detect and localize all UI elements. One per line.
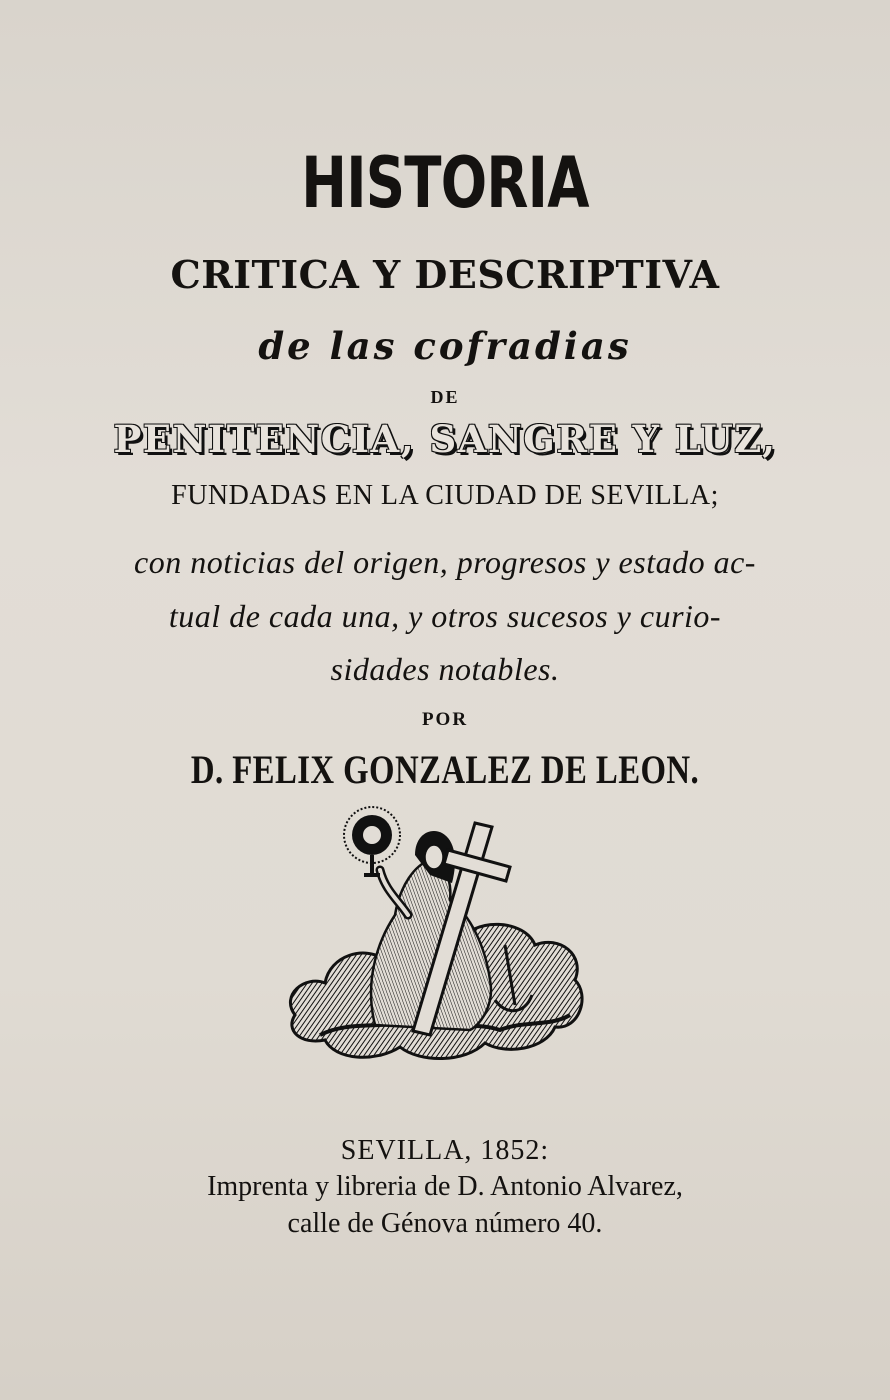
founded-line: FUNDADAS EN LA CIUDAD DE SEVILLA; — [171, 480, 719, 511]
subtitle-cofradias: de las cofradias — [258, 324, 632, 368]
imprint-address: calle de Génova número 40. — [287, 1208, 603, 1239]
author-name: D. FELIX GONZALEZ DE LEON. — [190, 747, 700, 792]
imprint-city-year: SEVILLA, 1852: — [340, 1135, 550, 1166]
subject-line: PENITENCIA, SANGRE Y LUZ, — [113, 417, 777, 461]
monstrance — [344, 807, 400, 875]
allegory-of-faith-engraving-icon — [280, 805, 590, 1070]
imprint-printer: Imprenta y libreria de D. Antonio Alvarez, — [207, 1171, 683, 1202]
by-label: POR — [421, 709, 469, 730]
connector-de: DE — [430, 387, 460, 407]
description-line-2: tual de cada una, y otros sucesos y curio- — [168, 598, 722, 634]
description-line-3: sidades notables. — [330, 651, 560, 687]
book-title: HISTORIA — [301, 142, 589, 224]
subtitle-critica: CRITICA Y DESCRIPTIVA — [170, 252, 720, 297]
description-line-1: con noticias del origen, progresos y estado ac- — [134, 544, 756, 580]
